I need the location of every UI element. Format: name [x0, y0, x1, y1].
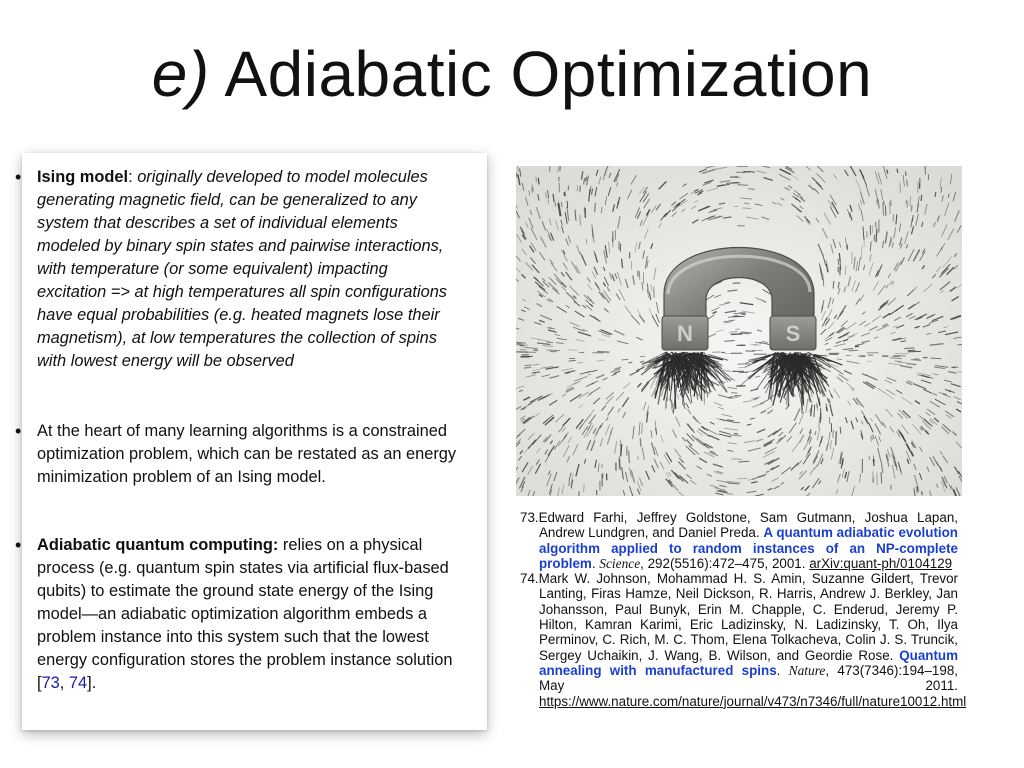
ref-73-details: , 292(5516):472–475, 2001. [640, 555, 810, 571]
iron-filing [730, 397, 738, 398]
iron-filing [958, 344, 963, 345]
iron-filing [629, 362, 633, 363]
iron-filing [731, 393, 737, 394]
iron-filing [737, 478, 747, 479]
bullet-learning-algorithms [37, 420, 457, 489]
iron-filing [884, 200, 885, 205]
aqc-description: relies on a physical process (e.g. quantum spin states via artificial flux-based qubits) to estimate the ground state energy of the Ising model—an adiabatic optimization algorithm embeds a problem instance into this system such that the lowest energy configuration stores the problem instance solution [ [37, 536, 453, 692]
ref-73-journal: Science [599, 555, 641, 571]
ref-73-number: 73. [520, 510, 539, 525]
ref-74-after-title: . [776, 662, 789, 678]
iron-filing [935, 192, 936, 197]
iron-filing [911, 360, 921, 361]
bullet-ising-model [37, 166, 457, 373]
pole-label-north: N [677, 321, 693, 346]
iron-filing [885, 206, 886, 216]
ref-74-authors: Mark W. Johnson, Mohammad H. S. Amin, Suzanne Gildert, Trevor Lanting, Firas Hamze, Neil Dickson, R. Harris, Andrew J. Berkley, Jan Johansson, Paul Bunyk, Erin M. Chapple, C. Enderud, Jeremy P. Hilton, Kamran Karimi, Eric Ladizinsky, N. Ladizinsky, T. Oh, Ilya Perminov, C. Rich, M. C. Thom, Elena Tolkacheva, Colin J. S. Truncik, Sergey Uchaikin, J. Wang, B. Wilson, and Geordie Rose. [538, 571, 958, 663]
reference-73 [520, 510, 958, 571]
iron-filing [826, 349, 831, 350]
iron-filing [742, 208, 751, 209]
iron-filing [730, 435, 742, 436]
iron-filing [728, 494, 733, 495]
iron-filing [536, 177, 537, 182]
bullet-adiabatic-quantum-computing [37, 534, 457, 695]
iron-filing [595, 203, 596, 212]
title-main: Adiabatic Optimization [224, 38, 873, 110]
iron-filing [897, 169, 898, 173]
iron-filing [547, 350, 561, 351]
iron-filing [728, 397, 733, 398]
ref-74-url-link[interactable]: https://www.nature.com/nature/journal/v473/n7346/full/nature10012.html [539, 693, 967, 709]
iron-filing [753, 345, 757, 346]
iron-filing [873, 459, 874, 466]
ref-74-details: , 473(7346):194–198, May 2011. [539, 662, 958, 694]
iron-filing [849, 350, 858, 351]
iron-filing [840, 427, 841, 434]
iron-filing [833, 281, 834, 289]
iron-filing [538, 178, 539, 185]
iron-filing [724, 341, 734, 342]
ising-description: originally developed to model molecules generating magnetic field, can be generalized to any system that describes a set of individual elements modeled by binary spin states and pairwise interactions, with temperature (or some equivalent) impacting excitation => at high temperatures all spin configurations have equal probabilities (e.g. heated magnets lose their magnetism), at low temperatures the collection of spins with lowest energy will be observed [37, 168, 448, 370]
iron-filing [930, 358, 941, 359]
iron-filing [577, 185, 578, 191]
iron-filing [580, 186, 581, 192]
iron-filing [569, 361, 576, 362]
iron-filing [881, 472, 882, 483]
iron-filing [836, 431, 837, 445]
iron-filing [911, 205, 912, 211]
iron-filing [855, 346, 859, 347]
ising-term: Ising model [37, 168, 129, 186]
iron-filing [601, 207, 602, 213]
iron-filing [560, 166, 561, 171]
ising-separator: : [128, 168, 133, 186]
iron-filing [895, 361, 902, 362]
ref-74-number: 74. [520, 571, 539, 587]
horseshoe-magnet-illustration [516, 166, 962, 496]
iron-filing [638, 456, 639, 460]
iron-filing [847, 245, 848, 249]
aqc-term: Adiabatic quantum computing: [37, 536, 279, 554]
iron-filing [925, 166, 926, 175]
iron-filing [906, 171, 907, 176]
iron-filing [640, 361, 644, 362]
iron-filing [745, 371, 753, 372]
iron-filing [904, 348, 914, 349]
iron-filing [602, 464, 603, 469]
iron-filing [584, 484, 585, 492]
pole-label-south: S [785, 321, 801, 346]
iron-filing [921, 195, 922, 201]
iron-filing [729, 483, 740, 484]
ref-74-journal: Nature [788, 662, 826, 678]
citation-link-74[interactable]: 74 [68, 674, 88, 692]
references-list [520, 510, 967, 709]
ref-73-after-title: . [591, 555, 600, 571]
magnet-photo [516, 166, 962, 496]
iron-filing [922, 491, 923, 495]
iron-filing [951, 367, 955, 368]
aqc-end: ]. [87, 674, 97, 692]
slide-title [0, 24, 1024, 124]
citation-separator: , [59, 674, 69, 692]
ref-73-title-link[interactable]: A quantum adiabatic evolution algorithm applied to random instances of an NP-complete problem [539, 525, 958, 571]
citation-link-73[interactable]: 73 [41, 674, 60, 692]
iron-filing [517, 343, 522, 344]
learning-text: At the heart of many learning algorithms is a constrained optimization problem, which can be restated as an energy minimization problem of an Ising model. [37, 422, 457, 486]
ref-74-title-link[interactable]: Quantum annealing with manufactured spins [539, 647, 958, 678]
reference-74 [520, 571, 967, 709]
ref-73-url-link[interactable]: arXiv:quant-ph/0104129 [809, 555, 953, 571]
title-prefix: e) [151, 38, 210, 110]
iron-filing [621, 444, 622, 452]
iron-filing [744, 203, 749, 204]
iron-filing [838, 259, 839, 265]
iron-filing [907, 180, 908, 187]
iron-filing [729, 332, 738, 333]
ref-73-authors: Edward Farhi, Jeffrey Goldstone, Sam Gutmann, Joshua Lapan, Andrew Lundgren, and Daniel Preda. [538, 510, 958, 541]
iron-filing [640, 438, 641, 447]
iron-filing [629, 451, 630, 464]
iron-filing [555, 202, 556, 206]
iron-filing [876, 229, 877, 243]
